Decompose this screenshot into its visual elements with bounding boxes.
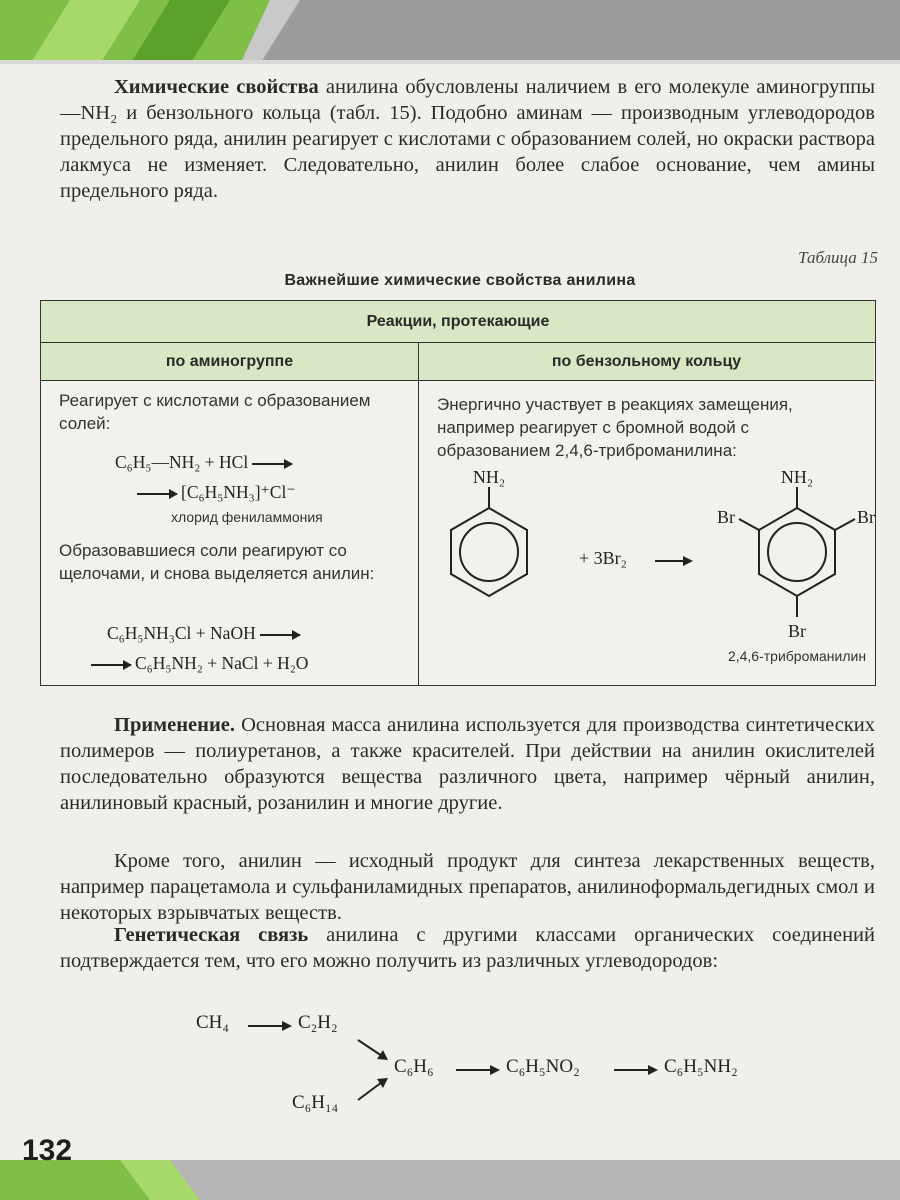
table-title: Важнейшие химические свойства анилина (284, 272, 636, 289)
tribromoaniline-ring-icon (739, 487, 855, 617)
equation-1a (115, 452, 296, 473)
scheme-c6h14: C₆H₁₄ (292, 1092, 339, 1113)
br-right-label: Br (857, 507, 875, 527)
arrow-icon (260, 634, 300, 636)
equation-2a (107, 623, 304, 644)
footer-bar (0, 1160, 900, 1200)
aniline-nh2: NH₂ (472, 467, 506, 487)
equation-1b-text: [C₆H₅NH₃]⁺Cl⁻ (181, 482, 296, 502)
genetic-scheme (0, 1000, 900, 1130)
intro-paragraph (60, 74, 875, 204)
scheme-c6h6: C₆H₆ (394, 1056, 434, 1077)
reaction-arrow-icon (655, 556, 693, 566)
product-name-note: хлорид фениламмония (171, 509, 323, 525)
reagent-label: + 3Br₂ (579, 548, 627, 568)
equation-2b-text: C₆H₅NH₂ + NaCl + H₂O (135, 653, 309, 673)
properties-table (40, 300, 876, 686)
scheme-c6h5nh2: C₆H₅NH₂ (664, 1056, 738, 1077)
product-nh2: NH₂ (780, 467, 814, 487)
equation-1a-text: C₆H₅—NH₂ + HCl (115, 452, 249, 472)
application-bold: Применение. (114, 714, 235, 736)
arrow-icon (91, 664, 131, 666)
scheme-arrows (0, 1000, 900, 1130)
scheme-c6h5no2: C₆H₅NO₂ (506, 1056, 580, 1077)
application-paragraph (60, 712, 875, 816)
intro-text: анилина обусловлены наличием в его молекуле аминогруппы —NH₂ и бензольного кольца (табл. 15). Подобно аминам — производным углеводородов предельного ряда, анилин реагирует с кислотами с образованием солей, но окраски раствора лакмуса не изменяет. Следовательно, анилин более слабое основание, чем амины предельного ряда. (60, 76, 876, 202)
application-paragraph-2: Кроме того, анилин — исходный продукт для синтеза лекарственных веществ, например парацетамола и сульфаниламидных препаратов, анилиноформальдегидных смол и некоторых взрывчатых веществ. (60, 850, 875, 924)
scheme-c2h2: C₂H₂ (298, 1012, 338, 1033)
table-header: Реакции, протекающие (41, 301, 875, 343)
right-text: Энергично участвует в реакциях замещения, например реагирует с бромной водой с образованием 2,4,6-триброманилина: (437, 395, 793, 460)
left-text-2: Образовавшиеся соли реагируют со щелочами, и снова выделяется анилин: (59, 541, 375, 583)
bromination-reaction-scheme (421, 461, 873, 685)
arrow-icon (137, 493, 177, 495)
header-banner (0, 0, 900, 64)
column-header-ring: по бензольному кольцу (419, 343, 874, 381)
application-text: Основная масса анилина используется для производства синтетических полимеров — полиуретанов, а также красителей. При действии на анилин окислителей последовательно образуются вещества различного цвета, например чёрный анилин, анилиновый красный, розанилин и многие другие. (60, 714, 875, 814)
arrow-icon (252, 463, 292, 465)
product-name-label: 2,4,6-триброманилин (727, 648, 867, 664)
table-label: Таблица 15 (798, 248, 878, 267)
genetic-text: анилина с другими классами органических соединений подтверждается тем, что его можно получить из различных углеводородов: (60, 924, 875, 972)
genetic-bold: Генетическая связь (114, 924, 309, 946)
left-text-1: Реагирует с кислотами с образованием солей: (59, 391, 371, 433)
column-divider (418, 343, 419, 685)
page-number: 132 (22, 1134, 73, 1167)
column-header-amino: по аминогруппе (41, 343, 418, 381)
genetic-paragraph (60, 922, 875, 974)
scheme-ch4: CH₄ (196, 1012, 230, 1033)
equation-1b (133, 482, 296, 503)
aniline-ring-icon (451, 487, 527, 596)
br-left-label: Br (717, 507, 735, 527)
equation-2b (87, 653, 308, 674)
intro-bold: Химические свойства (114, 76, 319, 98)
equation-2a-text: C₆H₅NH₃Cl + NaOH (107, 623, 256, 643)
br-bottom-label: Br (788, 621, 806, 641)
